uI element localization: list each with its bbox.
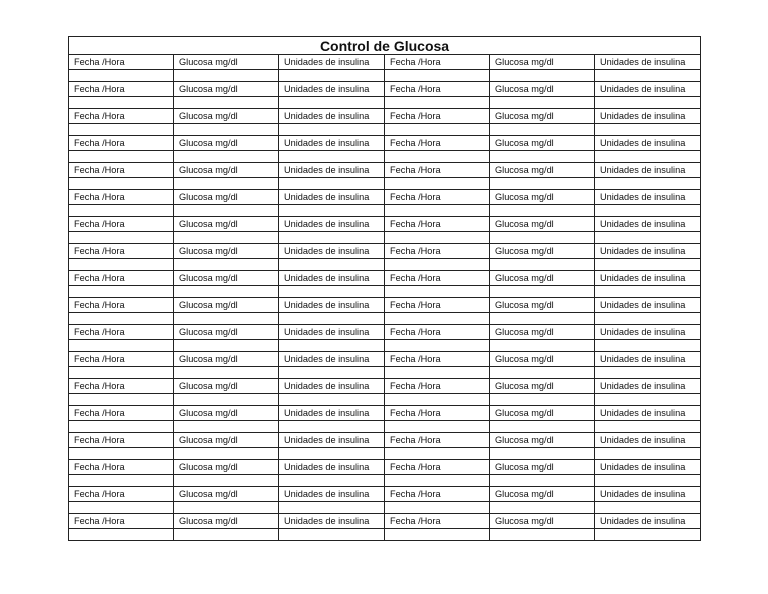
column-label: Glucosa mg/dl xyxy=(174,460,279,475)
entry-cell[interactable] xyxy=(490,70,595,82)
column-label: Unidades de insulina xyxy=(595,190,701,205)
label-row xyxy=(69,271,701,286)
entry-row xyxy=(69,313,701,325)
entry-cell[interactable] xyxy=(385,313,490,325)
entry-cell[interactable] xyxy=(595,97,701,109)
column-label: Glucosa mg/dl xyxy=(490,487,595,502)
entry-cell[interactable] xyxy=(69,232,174,244)
column-label: Fecha /Hora xyxy=(69,217,174,232)
entry-cell[interactable] xyxy=(595,529,701,541)
column-label: Glucosa mg/dl xyxy=(174,244,279,259)
column-label: Glucosa mg/dl xyxy=(490,298,595,313)
entry-row xyxy=(69,124,701,136)
entry-cell[interactable] xyxy=(174,151,279,163)
entry-cell[interactable] xyxy=(69,448,174,460)
column-label: Unidades de insulina xyxy=(595,298,701,313)
entry-cell[interactable] xyxy=(595,178,701,190)
label-row xyxy=(69,217,701,232)
entry-cell[interactable] xyxy=(595,475,701,487)
entry-row xyxy=(69,232,701,244)
column-label: Fecha /Hora xyxy=(385,109,490,124)
column-label: Fecha /Hora xyxy=(69,379,174,394)
entry-cell[interactable] xyxy=(279,259,385,271)
label-row xyxy=(69,460,701,475)
entry-cell[interactable] xyxy=(174,475,279,487)
column-label: Glucosa mg/dl xyxy=(174,298,279,313)
entry-cell[interactable] xyxy=(174,529,279,541)
column-label: Unidades de insulina xyxy=(279,163,385,178)
column-label: Fecha /Hora xyxy=(69,136,174,151)
column-label: Unidades de insulina xyxy=(279,325,385,340)
entry-cell[interactable] xyxy=(279,394,385,406)
column-label: Fecha /Hora xyxy=(385,352,490,367)
entry-cell[interactable] xyxy=(490,205,595,217)
column-label: Unidades de insulina xyxy=(595,244,701,259)
label-row xyxy=(69,325,701,340)
entry-cell[interactable] xyxy=(279,502,385,514)
entry-cell[interactable] xyxy=(385,529,490,541)
column-label: Glucosa mg/dl xyxy=(490,244,595,259)
column-label: Unidades de insulina xyxy=(279,460,385,475)
entry-cell[interactable] xyxy=(279,124,385,136)
column-label: Glucosa mg/dl xyxy=(174,487,279,502)
column-label: Unidades de insulina xyxy=(595,217,701,232)
entry-cell[interactable] xyxy=(490,313,595,325)
column-label: Glucosa mg/dl xyxy=(174,379,279,394)
entry-cell[interactable] xyxy=(385,340,490,352)
entry-cell[interactable] xyxy=(385,259,490,271)
entry-cell[interactable] xyxy=(490,502,595,514)
entry-cell[interactable] xyxy=(69,259,174,271)
column-label: Fecha /Hora xyxy=(385,298,490,313)
entry-row xyxy=(69,259,701,271)
entry-cell[interactable] xyxy=(279,340,385,352)
column-label: Glucosa mg/dl xyxy=(490,271,595,286)
column-label: Fecha /Hora xyxy=(385,433,490,448)
column-label: Unidades de insulina xyxy=(595,379,701,394)
label-row xyxy=(69,487,701,502)
entry-cell[interactable] xyxy=(174,259,279,271)
entry-cell[interactable] xyxy=(174,97,279,109)
entry-row xyxy=(69,421,701,433)
glucose-log-table xyxy=(68,36,701,541)
column-label: Unidades de insulina xyxy=(279,190,385,205)
entry-cell[interactable] xyxy=(595,367,701,379)
entry-cell[interactable] xyxy=(279,286,385,298)
entry-row xyxy=(69,340,701,352)
entry-cell[interactable] xyxy=(385,286,490,298)
column-label: Unidades de insulina xyxy=(279,406,385,421)
column-label: Fecha /Hora xyxy=(385,190,490,205)
column-label: Fecha /Hora xyxy=(69,109,174,124)
column-label: Glucosa mg/dl xyxy=(174,55,279,70)
entry-cell[interactable] xyxy=(490,97,595,109)
column-label: Glucosa mg/dl xyxy=(174,190,279,205)
entry-cell[interactable] xyxy=(279,205,385,217)
entry-cell[interactable] xyxy=(279,178,385,190)
column-label: Fecha /Hora xyxy=(385,325,490,340)
entry-cell[interactable] xyxy=(595,394,701,406)
column-label: Unidades de insulina xyxy=(279,136,385,151)
entry-cell[interactable] xyxy=(385,232,490,244)
column-label: Glucosa mg/dl xyxy=(174,406,279,421)
label-row xyxy=(69,298,701,313)
column-label: Fecha /Hora xyxy=(385,217,490,232)
entry-cell[interactable] xyxy=(385,475,490,487)
entry-cell[interactable] xyxy=(69,475,174,487)
entry-cell[interactable] xyxy=(490,529,595,541)
entry-cell[interactable] xyxy=(595,313,701,325)
entry-cell[interactable] xyxy=(69,502,174,514)
entry-cell[interactable] xyxy=(174,394,279,406)
column-label: Glucosa mg/dl xyxy=(490,325,595,340)
entry-cell[interactable] xyxy=(385,394,490,406)
column-label: Glucosa mg/dl xyxy=(490,460,595,475)
column-label: Unidades de insulina xyxy=(279,433,385,448)
entry-cell[interactable] xyxy=(279,70,385,82)
entry-cell[interactable] xyxy=(385,70,490,82)
entry-row xyxy=(69,286,701,298)
entry-row xyxy=(69,151,701,163)
entry-cell[interactable] xyxy=(279,529,385,541)
column-label: Fecha /Hora xyxy=(69,514,174,529)
entry-cell[interactable] xyxy=(279,448,385,460)
entry-row xyxy=(69,394,701,406)
column-label: Unidades de insulina xyxy=(595,514,701,529)
entry-cell[interactable] xyxy=(490,475,595,487)
column-label: Glucosa mg/dl xyxy=(174,109,279,124)
entry-cell[interactable] xyxy=(595,205,701,217)
label-row xyxy=(69,514,701,529)
column-label: Glucosa mg/dl xyxy=(490,109,595,124)
entry-cell[interactable] xyxy=(174,286,279,298)
entry-cell[interactable] xyxy=(490,340,595,352)
entry-row xyxy=(69,97,701,109)
label-row xyxy=(69,379,701,394)
entry-cell[interactable] xyxy=(174,232,279,244)
column-label: Glucosa mg/dl xyxy=(174,82,279,97)
entry-cell[interactable] xyxy=(595,151,701,163)
column-label: Fecha /Hora xyxy=(385,379,490,394)
entry-cell[interactable] xyxy=(490,178,595,190)
entry-cell[interactable] xyxy=(69,367,174,379)
entry-cell[interactable] xyxy=(385,151,490,163)
entry-cell[interactable] xyxy=(490,367,595,379)
column-label: Fecha /Hora xyxy=(69,271,174,286)
label-row xyxy=(69,433,701,448)
column-label: Unidades de insulina xyxy=(595,55,701,70)
entry-cell[interactable] xyxy=(385,448,490,460)
entry-row xyxy=(69,529,701,541)
entry-row xyxy=(69,367,701,379)
entry-cell[interactable] xyxy=(174,421,279,433)
entry-cell[interactable] xyxy=(279,421,385,433)
column-label: Glucosa mg/dl xyxy=(490,136,595,151)
column-label: Unidades de insulina xyxy=(279,352,385,367)
entry-cell[interactable] xyxy=(279,232,385,244)
label-row xyxy=(69,109,701,124)
column-label: Unidades de insulina xyxy=(595,460,701,475)
column-label: Unidades de insulina xyxy=(279,379,385,394)
entry-cell[interactable] xyxy=(174,205,279,217)
entry-cell[interactable] xyxy=(69,178,174,190)
entry-row xyxy=(69,502,701,514)
entry-cell[interactable] xyxy=(69,340,174,352)
column-label: Glucosa mg/dl xyxy=(174,433,279,448)
entry-cell[interactable] xyxy=(174,340,279,352)
column-label: Unidades de insulina xyxy=(595,109,701,124)
entry-cell[interactable] xyxy=(279,367,385,379)
column-label: Fecha /Hora xyxy=(385,244,490,259)
entry-cell[interactable] xyxy=(595,232,701,244)
entry-row xyxy=(69,475,701,487)
entry-cell[interactable] xyxy=(385,97,490,109)
column-label: Unidades de insulina xyxy=(279,217,385,232)
column-label: Glucosa mg/dl xyxy=(174,217,279,232)
column-label: Fecha /Hora xyxy=(69,163,174,178)
entry-cell[interactable] xyxy=(595,259,701,271)
column-label: Glucosa mg/dl xyxy=(490,433,595,448)
column-label: Glucosa mg/dl xyxy=(174,514,279,529)
label-row xyxy=(69,190,701,205)
column-label: Fecha /Hora xyxy=(69,406,174,421)
column-label: Fecha /Hora xyxy=(385,163,490,178)
column-label: Glucosa mg/dl xyxy=(174,136,279,151)
entry-cell[interactable] xyxy=(385,205,490,217)
entry-row xyxy=(69,448,701,460)
column-label: Fecha /Hora xyxy=(69,298,174,313)
column-label: Fecha /Hora xyxy=(69,244,174,259)
entry-cell[interactable] xyxy=(69,151,174,163)
entry-cell[interactable] xyxy=(385,502,490,514)
entry-cell[interactable] xyxy=(490,286,595,298)
column-label: Unidades de insulina xyxy=(279,55,385,70)
entry-cell[interactable] xyxy=(174,70,279,82)
label-row xyxy=(69,406,701,421)
entry-cell[interactable] xyxy=(490,421,595,433)
entry-cell[interactable] xyxy=(595,124,701,136)
column-label: Glucosa mg/dl xyxy=(490,406,595,421)
label-row xyxy=(69,136,701,151)
column-label: Glucosa mg/dl xyxy=(490,82,595,97)
entry-cell[interactable] xyxy=(385,367,490,379)
entry-cell[interactable] xyxy=(174,367,279,379)
column-label: Unidades de insulina xyxy=(279,298,385,313)
column-label: Fecha /Hora xyxy=(385,460,490,475)
entry-cell[interactable] xyxy=(490,448,595,460)
entry-cell[interactable] xyxy=(69,313,174,325)
column-label: Unidades de insulina xyxy=(279,487,385,502)
column-label: Unidades de insulina xyxy=(279,109,385,124)
column-label: Unidades de insulina xyxy=(595,487,701,502)
entry-cell[interactable] xyxy=(385,421,490,433)
column-label: Fecha /Hora xyxy=(69,55,174,70)
entry-cell[interactable] xyxy=(595,421,701,433)
column-label: Unidades de insulina xyxy=(595,82,701,97)
column-label: Unidades de insulina xyxy=(279,514,385,529)
entry-cell[interactable] xyxy=(69,394,174,406)
entry-cell[interactable] xyxy=(595,70,701,82)
column-label: Fecha /Hora xyxy=(69,190,174,205)
entry-cell[interactable] xyxy=(174,313,279,325)
sheet-title: Control de Glucosa xyxy=(69,37,701,55)
column-label: Fecha /Hora xyxy=(69,352,174,367)
column-label: Fecha /Hora xyxy=(69,82,174,97)
column-label: Glucosa mg/dl xyxy=(490,379,595,394)
entry-cell[interactable] xyxy=(595,286,701,298)
entry-cell[interactable] xyxy=(490,151,595,163)
entry-cell[interactable] xyxy=(174,502,279,514)
column-label: Glucosa mg/dl xyxy=(174,325,279,340)
column-label: Fecha /Hora xyxy=(385,136,490,151)
label-row xyxy=(69,163,701,178)
column-label: Unidades de insulina xyxy=(595,352,701,367)
label-row xyxy=(69,352,701,367)
column-label: Unidades de insulina xyxy=(595,406,701,421)
entry-cell[interactable] xyxy=(279,475,385,487)
column-label: Glucosa mg/dl xyxy=(490,352,595,367)
entry-cell[interactable] xyxy=(174,178,279,190)
column-label: Fecha /Hora xyxy=(385,406,490,421)
entry-cell[interactable] xyxy=(385,178,490,190)
column-label: Fecha /Hora xyxy=(385,514,490,529)
column-label: Fecha /Hora xyxy=(385,271,490,286)
entry-cell[interactable] xyxy=(595,340,701,352)
column-label: Glucosa mg/dl xyxy=(174,271,279,286)
column-label: Glucosa mg/dl xyxy=(490,190,595,205)
column-label: Fecha /Hora xyxy=(69,325,174,340)
entry-row xyxy=(69,178,701,190)
entry-cell[interactable] xyxy=(490,232,595,244)
column-label: Fecha /Hora xyxy=(385,487,490,502)
entry-row xyxy=(69,70,701,82)
label-row xyxy=(69,82,701,97)
entry-cell[interactable] xyxy=(69,124,174,136)
entry-cell[interactable] xyxy=(490,394,595,406)
label-row xyxy=(69,55,701,70)
entry-cell[interactable] xyxy=(174,448,279,460)
column-label: Unidades de insulina xyxy=(595,325,701,340)
entry-row xyxy=(69,205,701,217)
entry-cell[interactable] xyxy=(279,313,385,325)
column-label: Unidades de insulina xyxy=(595,136,701,151)
column-label: Glucosa mg/dl xyxy=(490,217,595,232)
title-row xyxy=(69,37,701,55)
entry-cell[interactable] xyxy=(595,448,701,460)
entry-cell[interactable] xyxy=(69,205,174,217)
column-label: Fecha /Hora xyxy=(69,487,174,502)
column-label: Unidades de insulina xyxy=(595,271,701,286)
column-label: Unidades de insulina xyxy=(279,244,385,259)
column-label: Fecha /Hora xyxy=(385,55,490,70)
column-label: Glucosa mg/dl xyxy=(490,55,595,70)
entry-cell[interactable] xyxy=(174,124,279,136)
entry-cell[interactable] xyxy=(69,70,174,82)
column-label: Unidades de insulina xyxy=(279,271,385,286)
entry-cell[interactable] xyxy=(490,259,595,271)
entry-cell[interactable] xyxy=(490,124,595,136)
column-label: Glucosa mg/dl xyxy=(490,514,595,529)
column-label: Unidades de insulina xyxy=(595,433,701,448)
column-label: Unidades de insulina xyxy=(595,163,701,178)
entry-cell[interactable] xyxy=(279,151,385,163)
column-label: Glucosa mg/dl xyxy=(174,352,279,367)
label-row xyxy=(69,244,701,259)
entry-cell[interactable] xyxy=(69,286,174,298)
column-label: Fecha /Hora xyxy=(69,460,174,475)
column-label: Fecha /Hora xyxy=(69,433,174,448)
entry-cell[interactable] xyxy=(279,97,385,109)
column-label: Fecha /Hora xyxy=(385,82,490,97)
column-label: Glucosa mg/dl xyxy=(490,163,595,178)
column-label: Unidades de insulina xyxy=(279,82,385,97)
entry-cell[interactable] xyxy=(69,529,174,541)
column-label: Glucosa mg/dl xyxy=(174,163,279,178)
entry-cell[interactable] xyxy=(595,502,701,514)
entry-cell[interactable] xyxy=(69,97,174,109)
entry-cell[interactable] xyxy=(385,124,490,136)
entry-cell[interactable] xyxy=(69,421,174,433)
